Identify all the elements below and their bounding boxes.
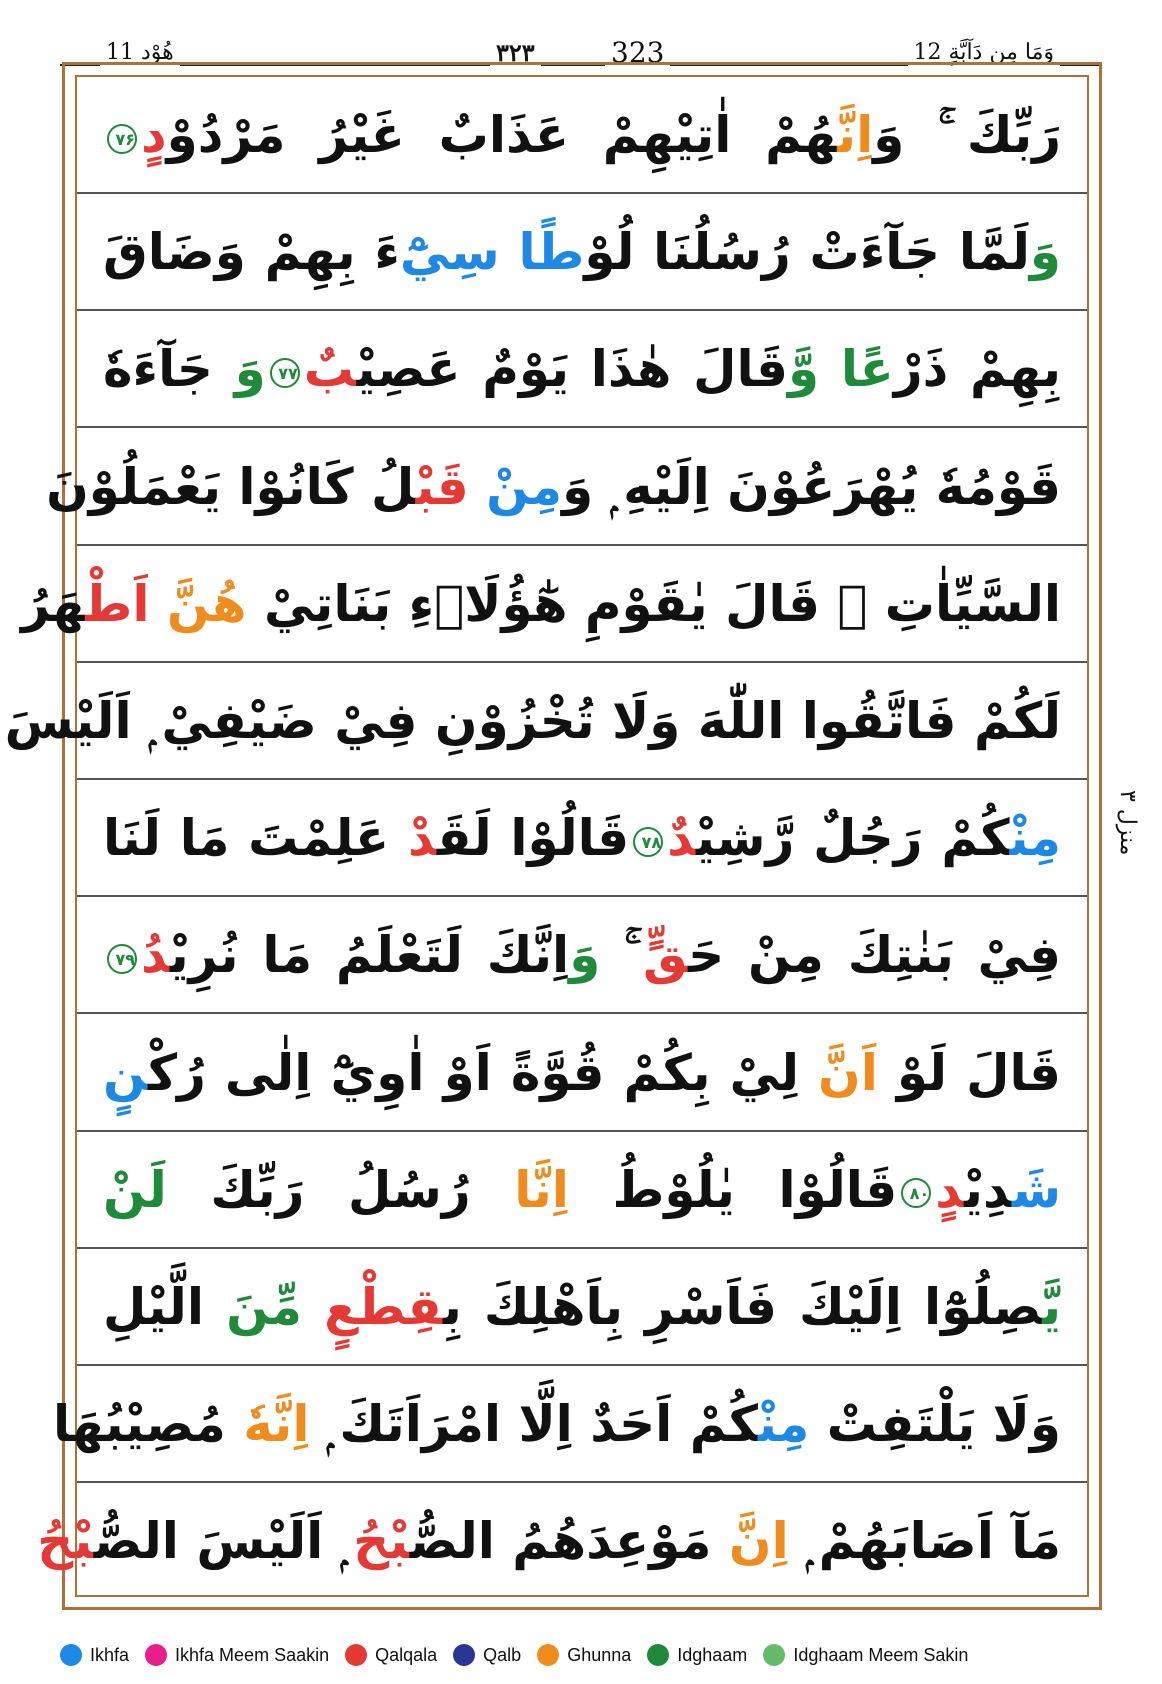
legend-item xyxy=(345,1644,437,1666)
tajweed-qalqala: دٍ xyxy=(935,1160,965,1219)
tajweed-ghunna: اِنَّا xyxy=(514,1160,569,1219)
quran-line-4: قَوْمُهٗ يُهْرَعُوْنَ اِلَيْهِ ۭ وَمِنْ قَبْلُ كَانُوْا يَعْمَلُوْنَ xyxy=(77,429,1087,546)
legend-item xyxy=(647,1644,747,1666)
quran-line-5: السَّيِّاٰتِ ۭ قَالَ يٰقَوْمِ هٰٓؤُلَاۤءِ بَنَاتِيْ هُنَّ اَطْهَرُ xyxy=(77,546,1087,663)
tajweed-qalqala: دٌ xyxy=(667,809,697,868)
quran-line-1: رَبِّكَ ۚ وَاِنَّهُمْ اٰتِيْهِمْ عَذَابٌ غَيْرُ مَرْدُوْدٍ۷۶ xyxy=(77,77,1087,194)
ayah-marker: ۷۸ xyxy=(633,827,663,857)
quran-line-3: بِهِمْ ذَرْعًا وَّقَالَ هٰذَا يَوْمٌ عَصِيْبٌ۷۷وَ جَآءَهٗ xyxy=(77,311,1087,428)
tajweed-idghaam: عًا xyxy=(840,340,894,399)
tajweed-idghaam: وَ xyxy=(234,340,266,399)
quran-line-2: وَلَمَّا جَآءَتْ رُسُلُنَا لُوْطًا سِيْٓءَ بِهِمْ وَضَاقَ xyxy=(77,194,1087,311)
quran-line-12: وَلَا يَلْتَفِتْ مِنْكُمْ اَحَدٌ اِلَّا امْرَاَتَكَ ۭ اِنَّهٗ مُصِيْبُهَا xyxy=(77,1366,1087,1483)
surah-name: 11 هُوْد xyxy=(100,36,180,70)
quran-line-6: لَكُمْ فَاتَّقُوا اللّٰهَ وَلَا تُخْزُوْنِ فِيْ ضَيْفِيْ ۭ اَلَيْسَ xyxy=(77,663,1087,780)
legend-label: Idghaam Meem Sakin xyxy=(793,1644,969,1665)
tajweed-ghunna: هُنَّ xyxy=(166,574,247,633)
legend-dot-icon xyxy=(453,1644,475,1666)
legend-dot-icon xyxy=(537,1644,559,1666)
tajweed-qalqala: قَبْ xyxy=(415,457,469,516)
quran-line-11: يَّصِلُوْٓا اِلَيْكَ فَاَسْرِ بِاَهْلِكَ بِقِطْعٍ مِّنَ الَّيْلِ xyxy=(77,1249,1087,1366)
arabic-page-number: ۳۲۳ xyxy=(490,36,541,70)
legend-dot-icon xyxy=(60,1644,82,1666)
legend-dot-icon xyxy=(145,1644,167,1666)
quran-line-7: مِنْكُمْ رَجُلٌ رَّشِيْدٌ۷۸قَالُوْا لَقَدْ عَلِمْتَ مَا لَنَا xyxy=(77,780,1087,897)
legend-item xyxy=(145,1644,329,1666)
tajweed-legend xyxy=(60,1635,1120,1675)
tajweed-idghaam: مِّنَ xyxy=(226,1278,303,1336)
tajweed-idghaam: وَ xyxy=(1029,223,1061,282)
legend-item xyxy=(60,1644,129,1666)
legend-label: Qalb xyxy=(483,1644,522,1665)
tajweed-qalqala: بْحُ xyxy=(37,1512,94,1571)
ayah-marker: ۸۰ xyxy=(901,1178,931,1208)
tajweed-idghaam: وَّ xyxy=(788,340,820,399)
quran-line-10: شَدِيْدٍ۸۰قَالُوْا يٰلُوْطُ اِنَّا رُسُلُ رَبِّكَ لَنْ xyxy=(77,1132,1087,1249)
ayah-marker: ۷۷ xyxy=(270,358,300,388)
juz-name: 12 وَمَا مِن دَآبَّةٍ xyxy=(908,36,1060,70)
tajweed-ikhfa: مِنْ xyxy=(486,457,563,516)
tajweed-qalqala: دُ xyxy=(141,926,170,985)
quran-line-13: مَآ اَصَابَهُمْ ۭ اِنَّ مَوْعِدَهُمُ الصُّبْحُ ۭ اَلَيْسَ الصُّبْحُ xyxy=(37,1512,1061,1571)
legend-label: Ikhfa xyxy=(90,1644,130,1665)
tajweed-ikhfa: مِنْ xyxy=(1009,809,1061,868)
tajweed-ikhfa: مِنْ xyxy=(757,1395,810,1454)
tajweed-qalqala: بٌ xyxy=(303,340,357,399)
legend-dot-icon xyxy=(345,1644,367,1666)
legend-dot-icon xyxy=(763,1644,785,1666)
tajweed-idghaam: لَنْ xyxy=(103,1160,167,1219)
tajweed-idghaam: وَ xyxy=(569,926,601,985)
ayah-marker: ۷۶ xyxy=(107,124,137,154)
legend-dot-icon xyxy=(647,1644,669,1666)
page-frame xyxy=(4,62,1102,1610)
tajweed-idghaam: يَّ xyxy=(1042,1278,1061,1336)
tajweed-ghunna: اِنَّهٗ xyxy=(243,1395,310,1454)
tajweed-ikhfa: طًا xyxy=(518,223,585,282)
tajweed-qalqala: قِطْعٍ xyxy=(324,1278,443,1336)
manzil-label: منزل ۳ xyxy=(1115,790,1140,856)
legend-item xyxy=(763,1644,968,1666)
tajweed-ikhfa: نٍ xyxy=(103,1043,148,1102)
tajweed-ikhfa: شَ xyxy=(1011,1160,1061,1219)
tajweed-qalqala: قٍّ xyxy=(643,926,689,985)
tajweed-ghunna: اِنَّ xyxy=(728,1512,789,1571)
ayah-marker: ۷۹ xyxy=(107,944,137,974)
legend-item xyxy=(453,1644,521,1666)
legend-label: Ghunna xyxy=(567,1644,632,1665)
tajweed-qalqala: دٍ xyxy=(141,106,167,164)
legend-label: Idghaam xyxy=(677,1644,748,1665)
tajweed-qalqala: بْحُ xyxy=(353,1512,410,1571)
tajweed-ghunna: اِنَّ xyxy=(837,106,874,164)
legend-label: Qalqala xyxy=(375,1644,438,1665)
legend-item xyxy=(537,1644,631,1666)
quran-line-8: فِيْ بَنٰتِكَ مِنْ حَقٍّ ۚ وَاِنَّكَ لَتَعْلَمُ مَا نُرِيْدُ۷۹ xyxy=(77,897,1087,1014)
tajweed-ikhfa: سِيْٓ xyxy=(399,223,500,282)
page-number: 323 xyxy=(605,36,670,70)
quran-line-9: قَالَ لَوْ اَنَّ لِيْ بِكُمْ قُوَّةً اَوْ اٰوِيْٓ اِلٰى رُكْنٍ xyxy=(77,1015,1087,1132)
tajweed-qalqala: دْ xyxy=(407,809,437,868)
tajweed-ghunna: اَنَّ xyxy=(818,1043,878,1102)
quran-text-area xyxy=(4,75,1089,1597)
legend-label: Ikhfa Meem Saakin xyxy=(175,1644,330,1665)
tajweed-qalqala: اَطْ xyxy=(85,574,150,633)
